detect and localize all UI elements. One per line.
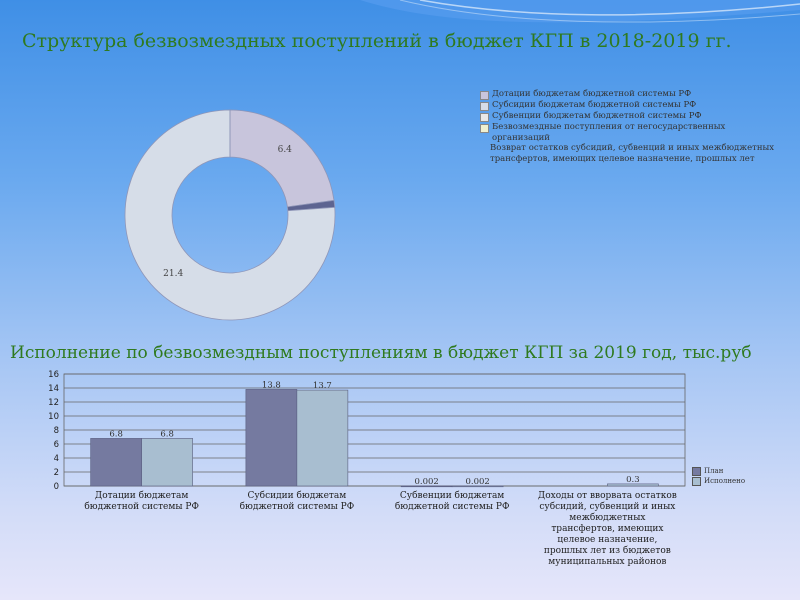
- donut-chart: [100, 80, 350, 330]
- y-tick-label: 16: [48, 370, 59, 380]
- bar-legend: [692, 466, 745, 486]
- donut-legend: [480, 89, 780, 164]
- legend-swatch: [480, 91, 489, 100]
- bar-plan: [91, 438, 142, 486]
- page-title: Структура безвозмездных поступлений в бюджет КГП в 2018-2019 гг.: [22, 30, 732, 52]
- y-tick-label: 8: [53, 426, 59, 436]
- donut-data-label: 21.4: [163, 269, 184, 280]
- legend-label: Дотации бюджетам бюджетной системы РФ: [492, 89, 692, 99]
- y-tick-label: 14: [48, 384, 59, 394]
- bar-data-label: 13.8: [261, 380, 281, 391]
- x-category-label: Субсидии бюджетам: [247, 491, 347, 501]
- legend-item: [692, 466, 745, 476]
- legend-item: [692, 476, 745, 486]
- bar-data-label: 0.002: [414, 476, 439, 487]
- legend-label: Безвозмездные поступления от негосударственных организаций: [492, 122, 726, 143]
- bar-data-label: 0.3: [626, 474, 640, 485]
- x-category-label: трансфертов, имеющих: [551, 524, 664, 534]
- y-tick-label: 6: [53, 440, 59, 450]
- legend-label: Возврат остатков субсидий, субвенций и иных межбюджетных трансфертов, имеющих целевое назначение, прошлых лет: [490, 143, 775, 164]
- x-category-label: прошлых лет из бюджетов: [543, 546, 671, 556]
- x-category-label: межбюджетных: [569, 513, 646, 523]
- x-category-label: целевое назначение,: [557, 535, 658, 545]
- x-category-label: Доходы от вворвата остатков: [537, 491, 677, 501]
- bar-data-label: 0.002: [465, 476, 490, 487]
- y-tick-label: 10: [48, 412, 59, 422]
- bar-chart-title: Исполнение по безвозмездным поступлениям в бюджет КГП за 2019 год, тыс.руб: [10, 343, 752, 363]
- legend-swatch: [692, 467, 701, 476]
- y-tick-label: 12: [48, 398, 59, 408]
- legend-swatch: [480, 113, 489, 122]
- legend-swatch: [480, 124, 489, 133]
- bar-data-label: 6.8: [160, 429, 174, 440]
- x-category-label: субсидий, субвенций и иных: [539, 502, 676, 512]
- donut-slice-0: [230, 110, 334, 207]
- legend-label: Субсидии бюджетам бюджетной системы РФ: [492, 100, 697, 110]
- legend-item: [480, 122, 780, 143]
- legend-swatch: [480, 145, 487, 152]
- legend-label: Исполнено: [704, 477, 746, 485]
- bar-fact: [142, 438, 193, 486]
- legend-swatch: [480, 102, 489, 111]
- x-category-label: бюджетной системы РФ: [84, 502, 199, 512]
- bar-plan: [246, 389, 297, 486]
- x-category-label: муниципальных районов: [548, 557, 667, 567]
- x-category-label: Субвенции бюджетам: [399, 491, 505, 501]
- x-category-label: бюджетной системы РФ: [394, 502, 510, 512]
- bar-chart: [40, 368, 690, 593]
- y-tick-label: 0: [53, 482, 59, 492]
- x-category-label: Дотации бюджетам: [94, 491, 189, 501]
- bar-data-label: 13.7: [312, 381, 332, 392]
- bar-fact: [297, 390, 348, 486]
- legend-item: [480, 111, 780, 122]
- legend-item: [480, 89, 780, 100]
- legend-item: [480, 143, 780, 164]
- y-tick-label: 4: [53, 454, 59, 464]
- legend-label: Субвенции бюджетам бюджетной системы РФ: [492, 111, 702, 121]
- legend-swatch: [692, 477, 701, 486]
- legend-item: [480, 100, 780, 111]
- y-tick-label: 2: [53, 468, 59, 478]
- x-category-label: бюджетной системы РФ: [239, 502, 355, 512]
- donut-data-label: 6.4: [277, 144, 292, 155]
- bar-data-label: 6.8: [109, 429, 123, 440]
- legend-label: План: [704, 467, 724, 475]
